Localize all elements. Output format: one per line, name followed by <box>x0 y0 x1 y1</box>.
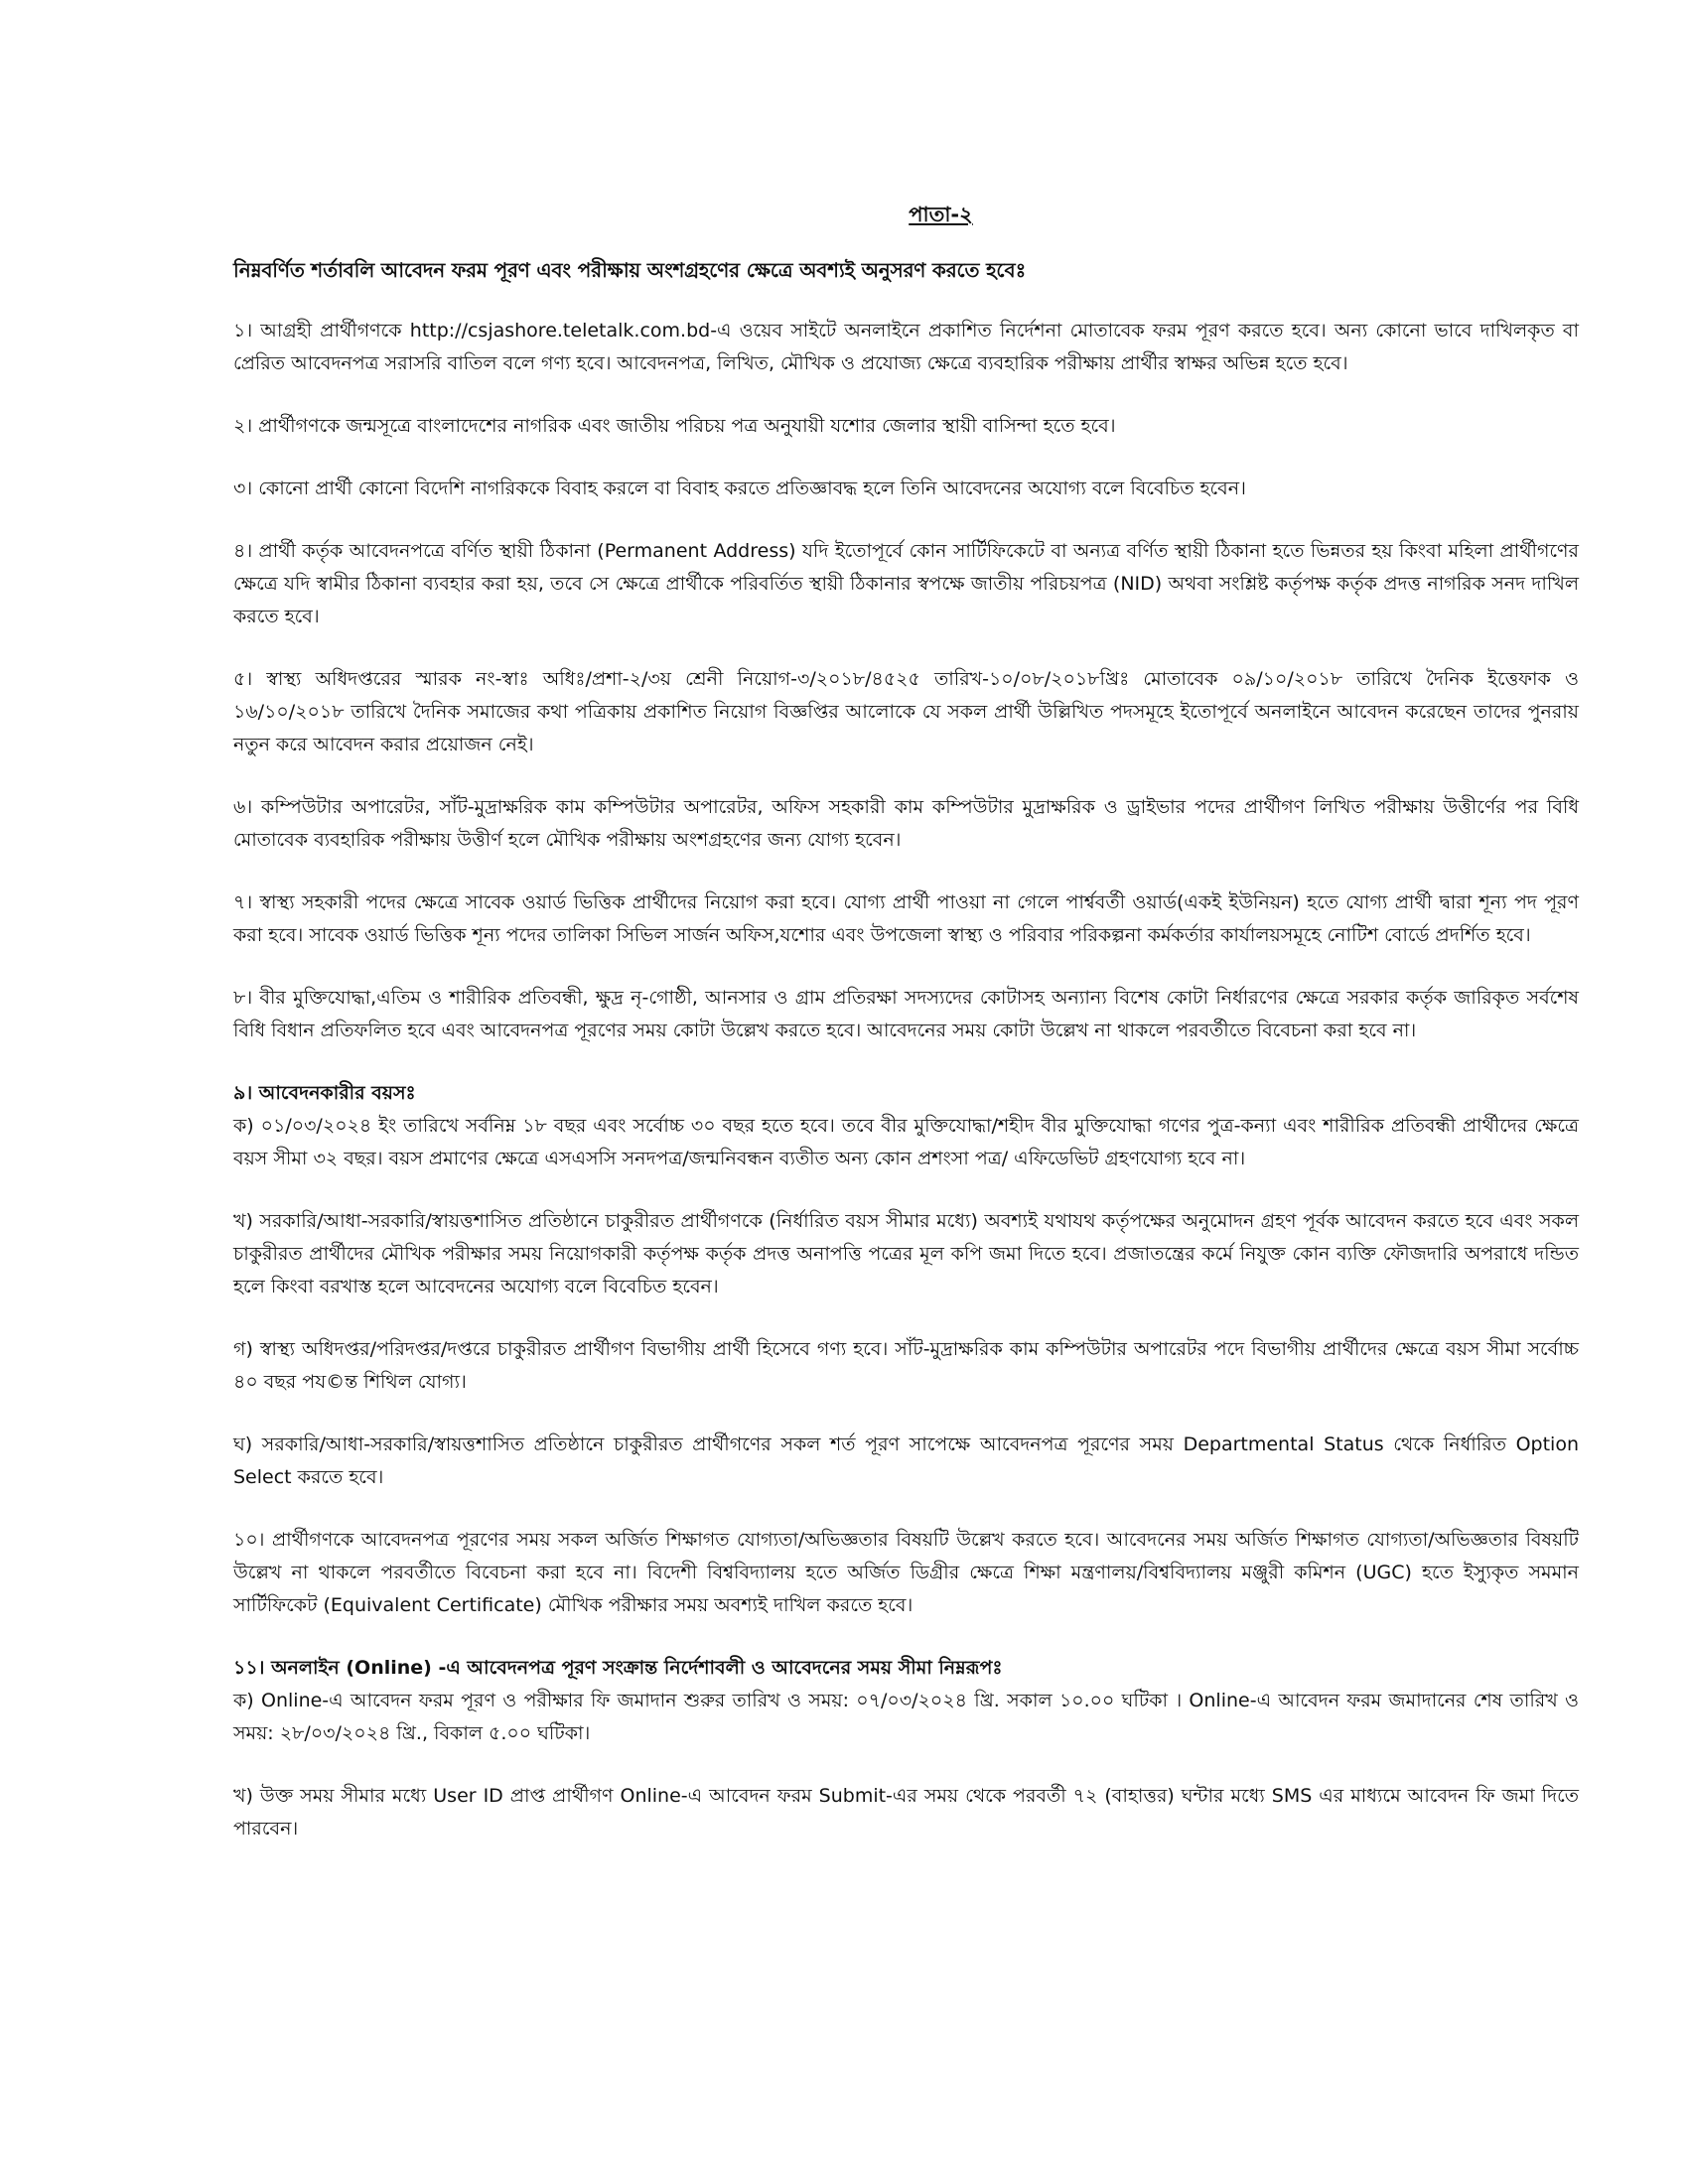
age-item-kha: খ) সরকারি/আধা-সরকারি/স্বায়ত্তশাসিত প্রতিষ্ঠানে চাকুরীরত প্রার্থীগণকে (নির্ধারিত বয়স সীমার মধ্যে) অবশ্যই যথাযথ কর্তৃপক্ষের অনুমোদন গ্রহণ পূর্বক আবেদন করতে হবে এবং সকল চাকুরীরত প্রার্থীদের মৌখিক পরীক্ষার সময় নিয়োগকারী কর্তৃপক্ষ কর্তৃক প্রদত্ত অনাপত্তি পত্রের মূল কপি জমা দিতে হবে। প্রজাতন্ত্রের কর্মে নিযুক্ত কোন ব্যক্তি ফৌজদারি অপরাধে দন্ডিত হলে কিংবা বরখাস্ত হলে আবেদনের অযোগ্য বলে বিবেচিত হবেন। <box>233 1210 1579 1297</box>
condition-2: ২। প্রার্থীগণকে জন্মসূত্রে বাংলাদেশের নাগরিক এবং জাতীয় পরিচয় পত্র অনুযায়ী যশোর জেলার স্থায়ী বাসিন্দা হতে হবে। <box>233 415 1116 437</box>
condition-4: ৪। প্রার্থী কর্তৃক আবেদনপত্রে বর্ণিত স্থায়ী ঠিকানা (Permanent Address) যদি ইতোপূর্বে কোন সার্টিফিকেটে বা অন্যত্র বর্ণিত স্থায়ী ঠিকানা হতে ভিন্নতর হয় কিংবা মহিলা প্রার্থীগণের ক্ষেত্রে যদি স্বামীর ঠিকানা ব্যবহার করা হয়, তবে সে ক্ষেত্রে প্রার্থীকে পরিবর্তিত স্থায়ী ঠিকানার স্বপক্ষে জাতীয় পরিচয়পত্র (NID) অথবা সংশ্লিষ্ট কর্তৃপক্ষ কর্তৃক প্রদত্ত নাগরিক সনদ দাখিল করতে হবে। <box>233 540 1579 627</box>
age-section-title: ৯। আবেদনকারীর বয়সঃ <box>233 1082 416 1104</box>
age-item-ka: ক) ০১/০৩/২০২৪ ইং তারিখে সর্বনিম্ন ১৮ বছর এবং সর্বোচ্চ ৩০ বছর হতে হবে। তবে বীর মুক্তিযোদ্ধা/শহীদ বীর মুক্তিযোদ্ধা গণের পুত্র-কন্যা এবং শারীরিক প্রতিবন্ধী প্রার্থীদের ক্ষেত্রে বয়স সীমা ৩২ বছর। বয়স প্রমাণের ক্ষেত্রে এসএসসি সনদপত্র/জন্মনিবন্ধন ব্যতীত অন্য কোন প্রশংসা পত্র/ এফিডেভিট গ্রহণযোগ্য হবে না। <box>233 1115 1579 1169</box>
condition-1: ১। আগ্রহী প্রার্থীগণকে http://csjashore.teletalk.com.bd-এ ওয়েব সাইটে অনলাইনে প্রকাশিত নির্দেশনা মোতাবেক ফরম পূরণ করতে হবে। অন্য কোনো ভাবে দাখিলকৃত বা প্রেরিত আবেদনপত্র সরাসরি বাতিল বলে গণ্য হবে। আবেদনপত্র, লিখিত, মৌখিক ও প্রযোজ্য ক্ষেত্রে ব্যবহারিক পরীক্ষায় প্রার্থীর স্বাক্ষর অভিন্ন হতে হবে। <box>233 320 1579 374</box>
conditions-heading: নিম্নবর্ণিত শর্তাবলি আবেদন ফরম পূরণ এবং পরীক্ষায় অংশগ্রহণের ক্ষেত্রে অবশ্যই অনুসরণ করতে হবেঃ <box>233 258 1027 282</box>
condition-10: ১০। প্রার্থীগণকে আবেদনপত্র পূরণের সময় সকল অর্জিত শিক্ষাগত যোগ্যতা/অভিজ্ঞতার বিষয়টি উল্লেখ করতে হবে। আবেদনের সময় অর্জিত শিক্ষাগত যোগ্যতা/অভিজ্ঞতার বিষয়টি উল্লেখ না থাকলে পরবর্তীতে বিবেচনা করা হবে না। বিদেশী বিশ্ববিদ্যালয় হতে অর্জিত ডিগ্রীর ক্ষেত্রে শিক্ষা মন্ত্রণালয়/বিশ্ববিদ্যালয় মঞ্জুরী কমিশন (UGC) হতে ইস্যুকৃত সমমান সার্টিফিকেট (Equivalent Certificate) মৌখিক পরীক্ষার সময় অবশ্যই দাখিল করতে হবে। <box>233 1529 1579 1616</box>
page-number: পাতা-২ <box>909 203 973 226</box>
condition-6: ৬। কম্পিউটার অপারেটর, সাঁট-মুদ্রাক্ষরিক কাম কম্পিউটার অপারেটর, অফিস সহকারী কাম কম্পিউটার মুদ্রাক্ষরিক ও ড্রাইভার পদের প্রার্থীগণ লিখিত পরীক্ষায় উত্তীর্ণের পর বিধি মোতাবেক ব্যবহারিক পরীক্ষায় উত্তীর্ণ হলে মৌখিক পরীক্ষায় অংশগ্রহণের জন্য যোগ্য হবেন। <box>233 796 1579 851</box>
online-item-ka: ক) Online-এ আবেদন ফরম পূরণ ও পরীক্ষার ফি জমাদান শুরুর তারিখ ও সময়: ০৭/০৩/২০২৪ খ্রি. সকাল ১০.০০ ঘটিকা । Online-এ আবেদন ফরম জমাদানের শেষ তারিখ ও সময়: ২৮/০৩/২০২৪ খ্রি., বিকাল ৫.০০ ঘটিকা। <box>233 1690 1579 1744</box>
online-item-kha: খ) উক্ত সময় সীমার মধ্যে User ID প্রাপ্ত প্রার্থীগণ Online-এ আবেদন ফরম Submit-এর সময় থেকে পরবর্তী ৭২ (বাহাত্তর) ঘন্টার মধ্যে SMS এর মাধ্যমে আবেদন ফি জমা দিতে পারবেন। <box>233 1785 1579 1840</box>
condition-7: ৭। স্বাস্থ্য সহকারী পদের ক্ষেত্রে সাবেক ওয়ার্ড ভিত্তিক প্রার্থীদের নিয়োগ করা হবে। যোগ্য প্রার্থী পাওয়া না গেলে পার্শ্ববর্তী ওয়ার্ড(একই ইউনিয়ন) হতে যোগ্য প্রার্থী দ্বারা শূন্য পদ পূরণ করা হবে। সাবেক ওয়ার্ড ভিত্তিক শূন্য পদের তালিকা সিভিল সার্জন অফিস,যশোর এবং উপজেলা স্বাস্থ্য ও পরিবার পরিকল্পনা কর্মকর্তার কার্যালয়সমূহে নোটিশ বোর্ডে প্রদর্শিত হবে। <box>233 891 1579 946</box>
age-item-gha: ঘ) সরকারি/আধা-সরকারি/স্বায়ত্তশাসিত প্রতিষ্ঠানে চাকুরীরত প্রার্থীগণের সকল শর্ত পূরণ সাপেক্ষে আবেদনপত্র পূরণের সময় Departmental Status থেকে নির্ধারিত Option Select করতে হবে। <box>233 1433 1579 1488</box>
online-section-title: ১১। অনলাইন (Online) -এ আবেদনপত্র পূরণ সংক্রান্ত নির্দেশাবলী ও আবেদনের সময় সীমা নিম্নরূপঃ <box>233 1657 1003 1679</box>
age-item-ga: গ) স্বাস্থ্য অধিদপ্তর/পরিদপ্তর/দপ্তরে চাকুরীরত প্রার্থীগণ বিভাগীয় প্রার্থী হিসেবে গণ্য হবে। সাঁট-মুদ্রাক্ষরিক কাম কম্পিউটার অপারেটর পদে বিভাগীয় প্রার্থীদের ক্ষেত্রে বয়স সীমা সর্বোচ্চ ৪০ বছর পয©ন্ত শিথিল যোগ্য। <box>233 1338 1579 1393</box>
condition-5: ৫। স্বাস্থ্য অধিদপ্তরের স্মারক নং-স্বাঃ অধিঃ/প্রশা-২/৩য় শ্রেনী নিয়োগ-৩/২০১৮/৪৫২৫ তারিখ-১০/০৮/২০১৮খ্রিঃ মোতাবেক ০৯/১০/২০১৮ তারিখে দৈনিক ইত্তেফাক ও ১৬/১০/২০১৮ তারিখে দৈনিক সমাজের কথা পত্রিকায় প্রকাশিত নিয়োগ বিজ্ঞপ্তির আলোকে যে সকল প্রার্থী উল্লিখিত পদসমূহে ইতোপূর্বে অনলাইনে আবেদন করেছেন তাদের পুনরায় নতুন করে আবেদন করার প্রয়োজন নেই। <box>233 668 1579 755</box>
condition-3: ৩। কোনো প্রার্থী কোনো বিদেশি নাগরিককে বিবাহ করলে বা বিবাহ করতে প্রতিজ্ঞাবদ্ধ হলে তিনি আবেদনের অযোগ্য বলে বিবেচিত হবেন। <box>233 478 1246 499</box>
condition-8: ৮। বীর মুক্তিযোদ্ধা,এতিম ও শারীরিক প্রতিবন্ধী, ক্ষুদ্র নৃ-গোষ্ঠী, আনসার ও গ্রাম প্রতিরক্ষা সদস্যদের কোটাসহ অন্যান্য বিশেষ কোটা নির্ধারণের ক্ষেত্রে সরকার কর্তৃক জারিকৃত সর্বশেষ বিধি বিধান প্রতিফলিত হবে এবং আবেদনপত্র পূরণের সময় কোটা উল্লেখ করতে হবে। আবেদনের সময় কোটা উল্লেখ না থাকলে পরবর্তীতে বিবেচনা করা হবে না। <box>233 987 1579 1041</box>
